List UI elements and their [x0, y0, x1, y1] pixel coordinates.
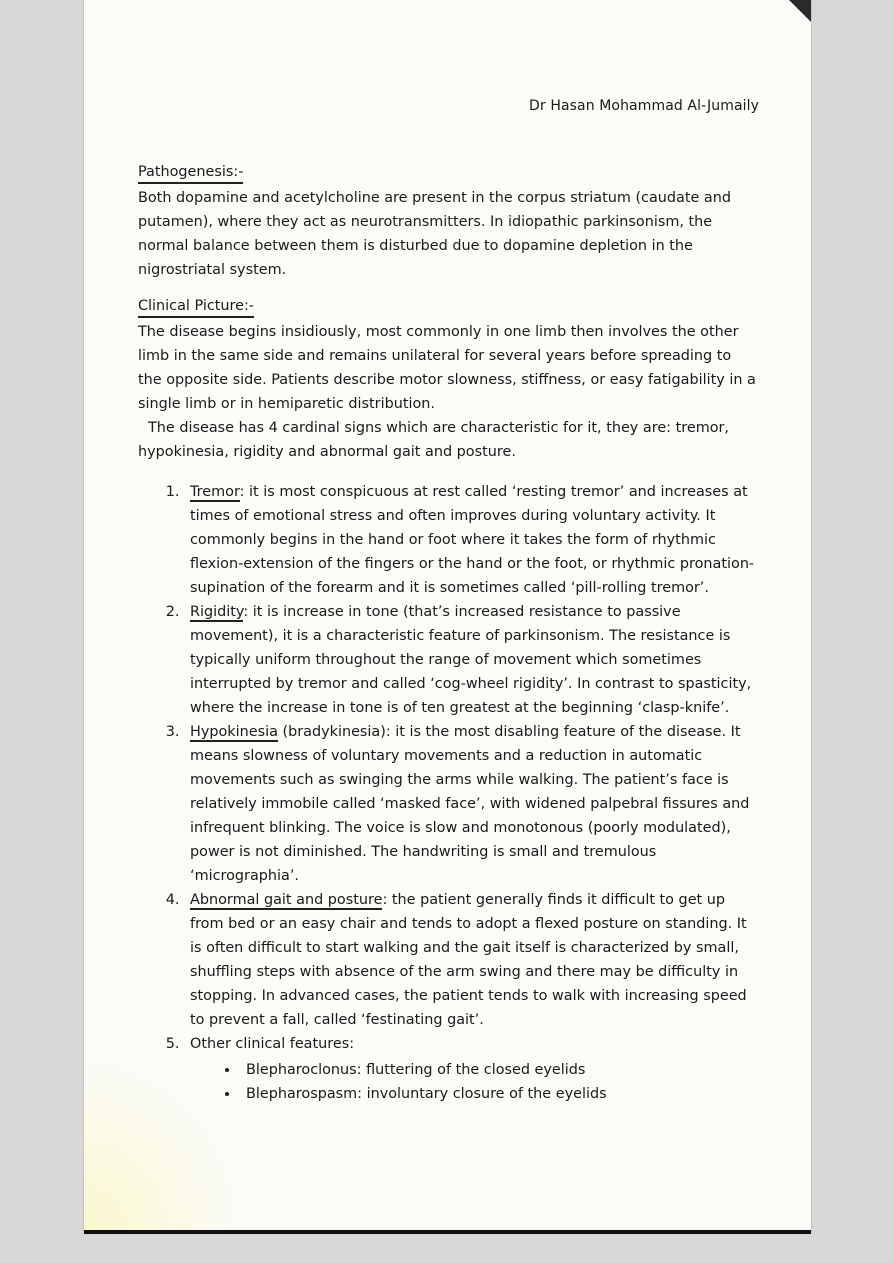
list-item: [184, 888, 758, 1032]
sign-term: Hypokinesia: [190, 724, 278, 740]
document-page: [84, 0, 811, 1233]
list-item: • Blepharospasm: involuntary closure of the eyelids: [240, 1082, 758, 1106]
list-item: [184, 720, 758, 888]
other-features-list: [190, 1058, 758, 1106]
list-item: [184, 600, 758, 720]
sign-term: Rigidity: [190, 604, 244, 620]
list-item: [184, 1032, 758, 1106]
page-edge: [84, 1230, 811, 1234]
clinical-heading: Clinical Picture:-: [138, 296, 254, 318]
list-item: • Blepharoclonus: fluttering of the closed eyelids: [240, 1058, 758, 1082]
clinical-paragraph-1: The disease begins insidiously, most commonly in one limb then involves the other limb in the same side and remains unilateral for several years before spreading to the opposite side. Patients describe motor slowness, stiffness, or easy fatigability in a single limb or in hemiparetic distribution.: [138, 324, 756, 412]
sign-text: : the patient generally finds it difficult to get up from bed or an easy chair and tends to adopt a flexed posture on standing. It is often difficult to start walking and the gait itself is characterized by small, shuffling steps with absence of the arm swing and there may be difficulty in stopping. In advanced cases, the patient tends to walk with increasing speed to prevent a fall, called ‘festinating gait’.: [190, 892, 747, 1028]
sign-term: Abnormal gait and posture: [190, 892, 383, 908]
clinical-paragraph-2: The disease has 4 cardinal signs which are characteristic for it, they are: tremor, hypokinesia, rigidity and abnormal gait and posture.: [138, 420, 730, 460]
pathogenesis-text: Both dopamine and acetylcholine are present in the corpus striatum (caudate and putamen), where they act as neurotransmitters. In idiopathic parkinsonism, the normal balance between them is disturbed due to dopamine depletion in the nigrostriatal system.: [138, 190, 732, 278]
sign-text: : it is most conspicuous at rest called ‘resting tremor’ and increases at times of emotional stress and often improves during voluntary activity. It commonly begins in the hand or foot where it takes the form of rhythmic flexion-extension of the fingers or the hand or the foot, or rhythmic pronation-supination of the forearm and it is sometimes called ‘pill-rolling tremor’.: [190, 484, 755, 596]
cardinal-signs-list: [138, 480, 758, 1106]
sign-term: Tremor: [190, 484, 240, 500]
author-name: Dr Hasan Mohammad Al-Jumaily: [529, 98, 759, 114]
pathogenesis-heading: Pathogenesis:-: [138, 162, 243, 184]
sign-text: : it is increase in tone (that’s increased resistance to passive movement), it is a characteristic feature of parkinsonism. The resistance is typically uniform throughout the range of movement which sometimes interrupted by tremor and called ‘cog-wheel rigidity’. In contrast to spasticity, where the increase in tone is of ten greatest at the beginning ‘clasp-knife’.: [190, 604, 752, 716]
other-features-label: Other clinical features:: [190, 1036, 355, 1052]
document-content: [138, 160, 758, 1106]
folded-corner: [789, 0, 811, 22]
sign-text: (bradykinesia): it is the most disabling feature of the disease. It means slowness of voluntary movements and a reduction in automatic movements such as swinging the arms while walking. The patient’s face is relatively immobile called ‘masked face’, with widened palpebral fissures and infrequent blinking. The voice is slow and monotonous (poorly modulated), power is not diminished. The handwriting is small and tremulous ‘micrographia’.: [190, 724, 750, 884]
list-item: [184, 480, 758, 600]
